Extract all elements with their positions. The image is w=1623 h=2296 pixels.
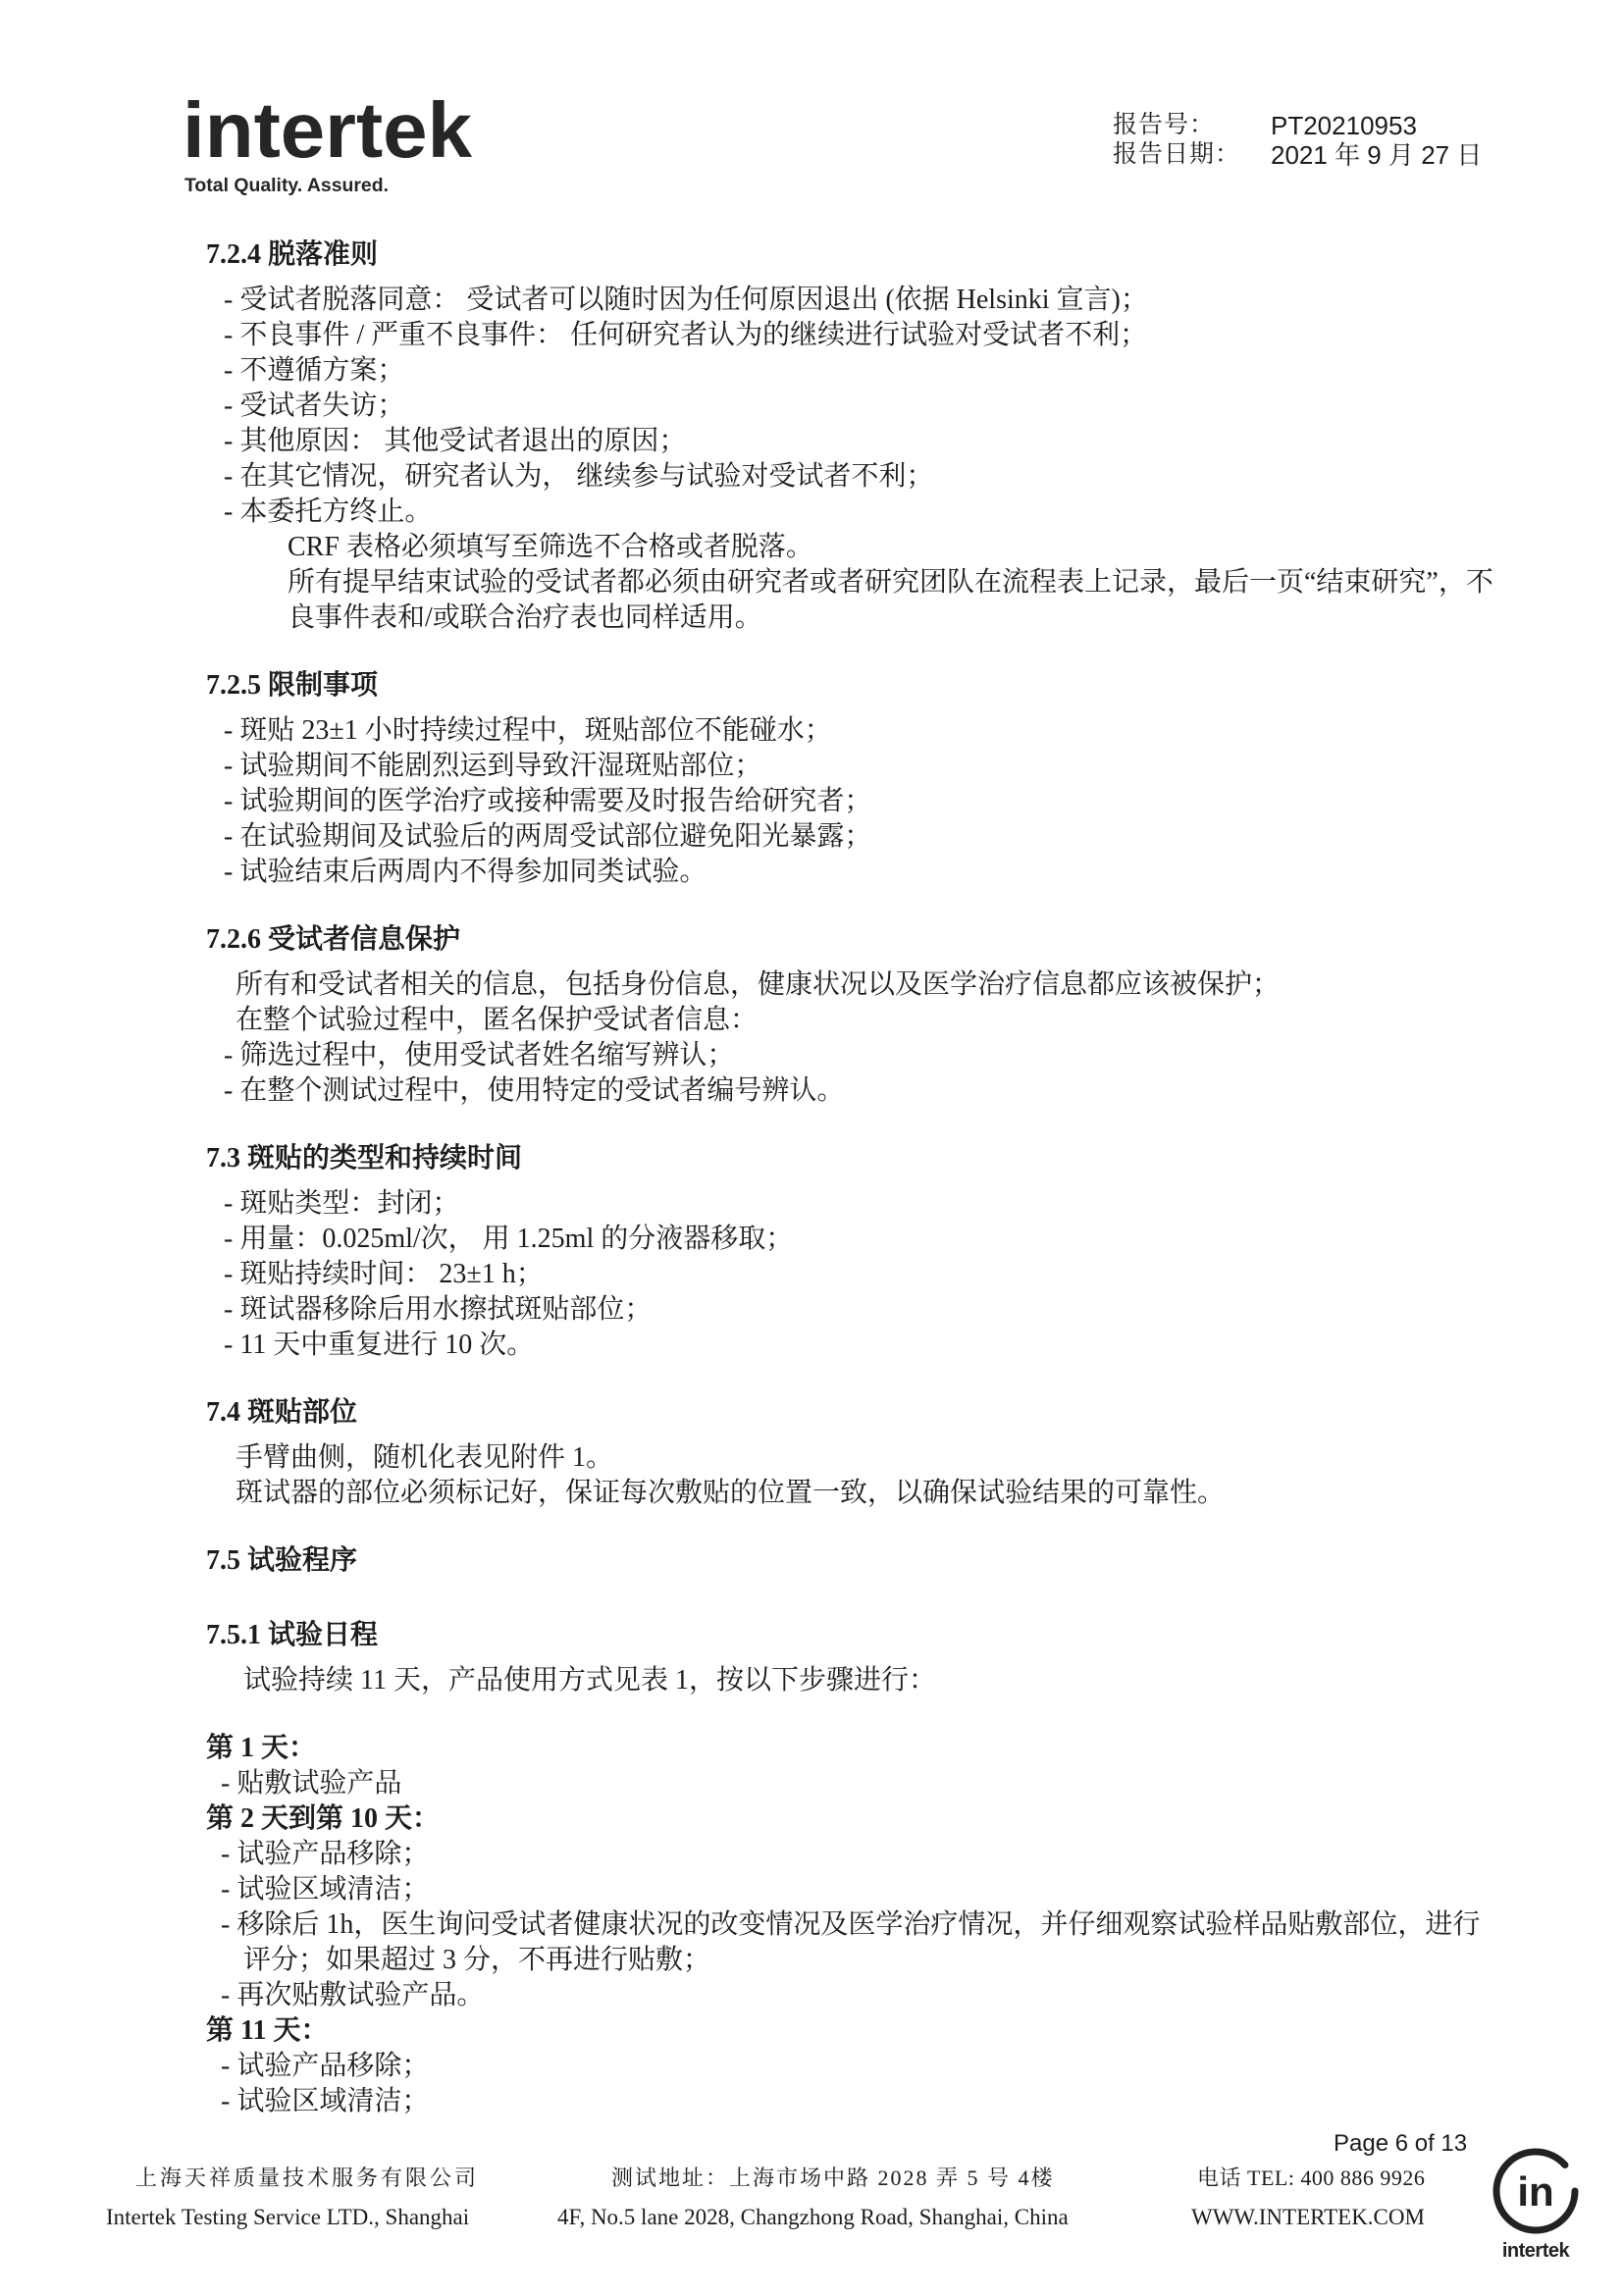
section-heading-7-2-5: 7.2.5 限制事项 xyxy=(206,670,379,701)
list-item: - 斑贴类型：封闭； xyxy=(224,1188,460,1219)
list-item: - 斑贴 23±1 小时持续过程中，斑贴部位不能碰水； xyxy=(224,715,832,746)
step-item: - 贴敷试验产品 xyxy=(221,1768,402,1799)
section-heading-7-5-1: 7.5.1 试验日程 xyxy=(206,1620,379,1650)
footer-address-en: 4F, No.5 lane 2028, Changzhong Road, Shanghai, China xyxy=(557,2205,1069,2229)
footer-company-cn: 上海天祥质量技术服务有限公司 xyxy=(135,2166,480,2190)
schedule-intro: 试验持续 11 天，产品使用方式见表 1，按以下步骤进行： xyxy=(243,1665,936,1696)
page-number: Page 6 of 13 xyxy=(1334,2130,1468,2157)
list-item: - 受试者脱落同意： 受试者可以随时因为任何原因退出 (依据 Helsinki 宣言)； xyxy=(224,285,1148,315)
step-item: - 试验区域清洁； xyxy=(221,1874,430,1905)
step-continuation: 评分；如果超过 3 分，不再进行贴敷； xyxy=(243,1945,711,1975)
list-item: - 斑试器移除后用水擦拭斑贴部位； xyxy=(224,1294,653,1325)
list-item: - 筛选过程中，使用受试者姓名缩写辨认； xyxy=(224,1040,735,1070)
footer-company-en: Intertek Testing Service LTD., Shanghai xyxy=(106,2205,470,2229)
step-item: - 移除后 1h，医生询问受试者健康状况的改变情况及医学治疗情况，并仔细观察试验样品贴敷部位，进行 xyxy=(221,1909,1481,1940)
section-heading-7-3: 7.3 斑贴的类型和持续时间 xyxy=(206,1143,523,1174)
logo-tagline: Total Quality. Assured. xyxy=(184,176,389,196)
paragraph-line: 斑试器的部位必须标记好，保证每次敷贴的位置一致，以确保试验结果的可靠性。 xyxy=(236,1478,1226,1508)
section-heading-7-2-4: 7.2.4 脱落准则 xyxy=(206,239,379,270)
note-line: CRF 表格必须填写至筛选不合格或者脱落。 xyxy=(288,532,813,562)
paragraph-line: 手臂曲侧，随机化表见附件 1。 xyxy=(236,1442,614,1473)
day-heading: 第 2 天到第 10 天： xyxy=(206,1803,441,1834)
report-date: 2021 年 9 月 27 日 xyxy=(1271,140,1483,170)
footer-tel: 电话 TEL: 400 886 9926 xyxy=(1197,2166,1426,2190)
list-item: - 试验期间不能剧烈运到导致汗湿斑贴部位； xyxy=(224,751,762,781)
step-item: - 试验产品移除； xyxy=(221,2051,430,2081)
section-heading-7-5: 7.5 试验程序 xyxy=(206,1545,358,1576)
step-item: - 试验产品移除； xyxy=(221,1839,430,1869)
report-date-label: 报告日期： xyxy=(1113,141,1241,168)
company-logo xyxy=(183,83,497,201)
section-heading-7-2-6: 7.2.6 受试者信息保护 xyxy=(206,924,461,955)
badge-label: intertek xyxy=(1501,2240,1570,2262)
footer-website: WWW.INTERTEK.COM xyxy=(1191,2205,1425,2229)
note-line: 良事件表和/或联合治疗表也同样适用。 xyxy=(288,602,762,633)
footer-address-cn: 测试地址：上海市场中路 2028 弄 5 号 4楼 xyxy=(611,2166,1055,2190)
list-item: - 其他原因： 其他受试者退出的原因； xyxy=(224,426,687,456)
note-line: 所有提早结束试验的受试者都必须由研究者或者研究团队在流程表上记录，最后一页“结束研究”，不 xyxy=(288,567,1493,598)
list-item: - 试验结束后两周内不得参加同类试验。 xyxy=(224,857,707,887)
list-item: - 不良事件 / 严重不良事件： 任何研究者认为的继续进行试验对受试者不利； xyxy=(224,320,1148,350)
step-item: - 再次贴敷试验产品。 xyxy=(221,1980,485,2010)
list-item: - 用量：0.025ml/次， 用 1.25ml 的分液器移取； xyxy=(224,1224,794,1254)
list-item: - 在其它情况，研究者认为， 继续参与试验对受试者不利； xyxy=(224,461,934,492)
list-item: - 试验期间的医学治疗或接种需要及时报告给研究者； xyxy=(224,786,872,816)
list-item: - 11 天中重复进行 10 次。 xyxy=(224,1330,535,1360)
section-heading-7-4: 7.4 斑贴部位 xyxy=(206,1397,358,1428)
list-item: - 斑贴持续时间： 23±1 h； xyxy=(224,1259,544,1289)
logo-wordmark: intertek xyxy=(183,86,473,174)
list-item: - 在试验期间及试验后的两周受试部位避免阳光暴露； xyxy=(224,821,872,852)
step-item: - 试验区域清洁； xyxy=(221,2086,430,2116)
paragraph-line: 在整个试验过程中，匿名保护受试者信息： xyxy=(236,1005,759,1035)
paragraph-line: 所有和受试者相关的信息，包括身份信息，健康状况以及医学治疗信息都应该被保护； xyxy=(236,969,1281,1000)
list-item: - 在整个测试过程中，使用特定的受试者编号辨认。 xyxy=(224,1075,845,1106)
intertek-circle-icon xyxy=(1490,2145,1582,2237)
badge-text: in xyxy=(1517,2168,1554,2215)
report-number: PT20210953 xyxy=(1271,111,1417,140)
list-item: - 本委托方终止。 xyxy=(224,496,433,527)
report-number-label: 报告号： xyxy=(1113,112,1216,138)
day-heading: 第 11 天： xyxy=(206,2015,329,2046)
list-item: - 受试者失访； xyxy=(224,391,405,421)
day-heading: 第 1 天： xyxy=(206,1733,317,1763)
list-item: - 不遵循方案； xyxy=(224,355,405,386)
report-body xyxy=(0,237,1623,2119)
